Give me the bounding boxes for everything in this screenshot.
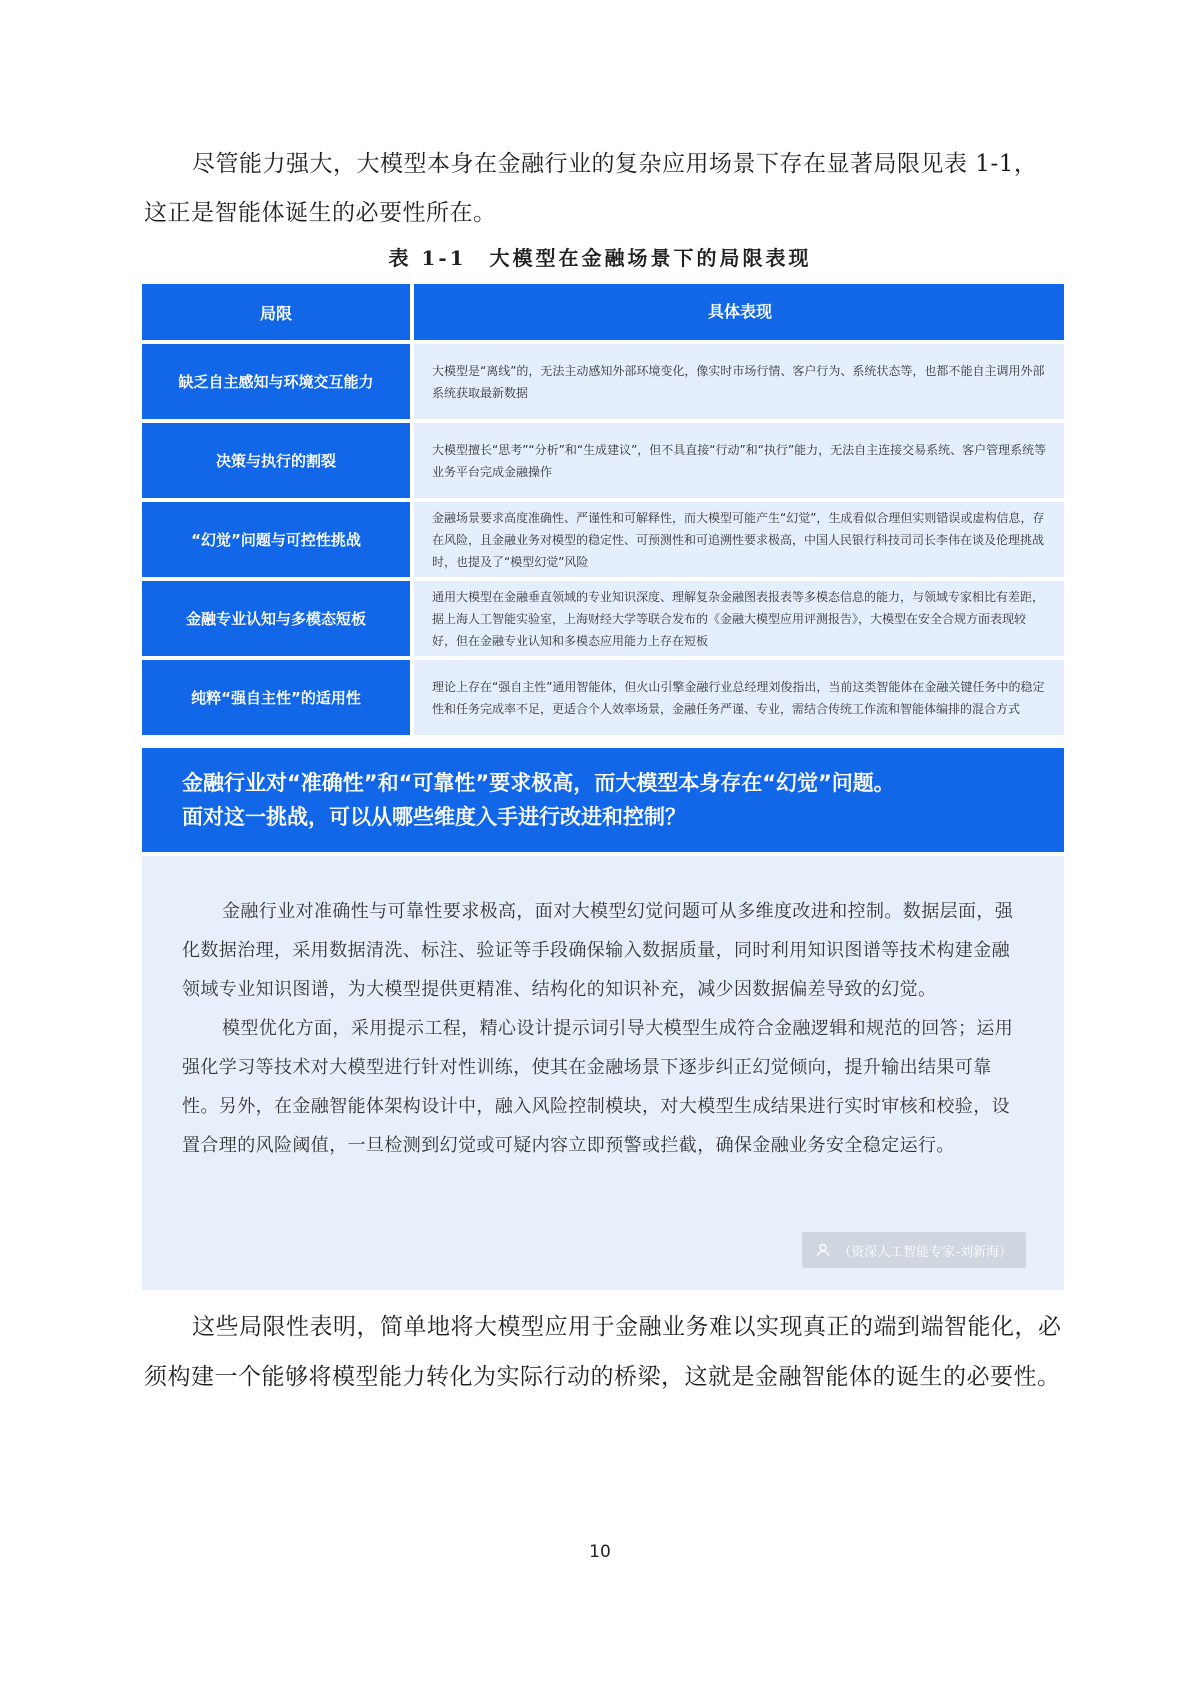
table-row: [142, 660, 1064, 735]
table-row: [142, 344, 1064, 419]
question-line-1: 金融行业对“准确性”和“可靠性”要求极高，而大模型本身存在“幻觉”问题。: [182, 771, 895, 795]
source-attribution: [802, 1232, 1026, 1268]
row-detail: 大模型擅长“思考”“分析”和“生成建议”，但不具直接“行动”和“执行”能力，无法自主连接交易系统、客户管理系统等业务平台完成金融操作: [414, 423, 1064, 498]
row-detail: 通用大模型在金融垂直领域的专业知识深度、理解复杂金融图表报表等多模态信息的能力，与领域专家相比有差距，据上海人工智能实验室，上海财经大学等联合发布的《金融大模型应用评测报告》，大模型在安全合规方面表现较好，但在金融专业认知和多模态应用能力上存在短板: [414, 581, 1064, 656]
limitations-table: [142, 284, 1064, 739]
row-limit: 金融专业认知与多模态短板: [142, 581, 410, 656]
page-number: 10: [589, 1542, 611, 1562]
row-detail: 理论上存在“强自主性”通用智能体，但火山引擎金融行业总经理刘俊指出，当前这类智能体在金融关键任务中的稳定性和任务完成率不足，更适合个人效率场景，金融任务严谨、专业，需结合传统工作流和智能体编排的混合方式: [414, 660, 1064, 735]
outro-paragraph: 这些局限性表明，简单地将大模型应用于金融业务难以实现真正的端到端智能化，必须构建一个能够将模型能力转化为实际行动的桥梁，这就是金融智能体的诞生的必要性。: [144, 1314, 1062, 1390]
row-limit: “幻觉”问题与可控性挑战: [142, 502, 410, 577]
row-limit: 纯粹“强自主性”的适用性: [142, 660, 410, 735]
row-limit: 缺乏自主感知与环境交互能力: [142, 344, 410, 419]
table-row: [142, 581, 1064, 656]
answer-paragraph-1: 金融行业对准确性与可靠性要求极高，面对大模型幻觉问题可从多维度改进和控制。数据层面，强化数据治理，采用数据清洗、标注、验证等手段确保输入数据质量，同时利用知识图谱等技术构建金融领域专业知识图谱，为大模型提供更精准、结构化的知识补充，减少因数据偏差导致的幻觉。: [182, 901, 1014, 1000]
row-detail: 金融场景要求高度准确性、严谨性和可解释性，而大模型可能产生“幻觉”，生成看似合理但实则错误或虚构信息，存在风险，且金融业务对模型的稳定性、可预测性和可追溯性要求极高，中国人民银行科技司司长李伟在谈及伦理挑战时，也提及了“模型幻觉”风险: [414, 502, 1064, 577]
header-detail: 具体表现: [414, 284, 1064, 340]
person-icon: [816, 1243, 830, 1257]
header-limit: 局限: [142, 284, 410, 340]
answer-box: [142, 856, 1064, 1290]
question-banner: [142, 748, 1064, 852]
table-row: [142, 502, 1064, 577]
table-row: [142, 423, 1064, 498]
table-header-row: [142, 284, 1064, 340]
intro-paragraph: 尽管能力强大，大模型本身在金融行业的复杂应用场景下存在显著局限见表 1-1，这正是智能体诞生的必要性所在。: [144, 151, 1038, 226]
table-caption: 表 1-1 大模型在金融场景下的局限表现: [388, 246, 812, 270]
row-detail: 大模型是“离线”的，无法主动感知外部环境变化，像实时市场行情、客户行为、系统状态等，也都不能自主调用外部系统获取最新数据: [414, 344, 1064, 419]
answer-paragraph-2: 模型优化方面，采用提示工程，精心设计提示词引导大模型生成符合金融逻辑和规范的回答；运用强化学习等技术对大模型进行针对性训练，使其在金融场景下逐步纠正幻觉倾向，提升输出结果可靠性。另外，在金融智能体架构设计中，融入风险控制模块，对大模型生成结果进行实时审核和校验，设置合理的风险阈值，一旦检测到幻觉或可疑内容立即预警或拦截，确保金融业务安全稳定运行。: [182, 1018, 1014, 1156]
source-text: （资深人工智能专家-刘新海）: [838, 1244, 1012, 1260]
question-line-2: 面对这一挑战，可以从哪些维度入手进行改进和控制？: [182, 805, 686, 829]
row-limit: 决策与执行的割裂: [142, 423, 410, 498]
